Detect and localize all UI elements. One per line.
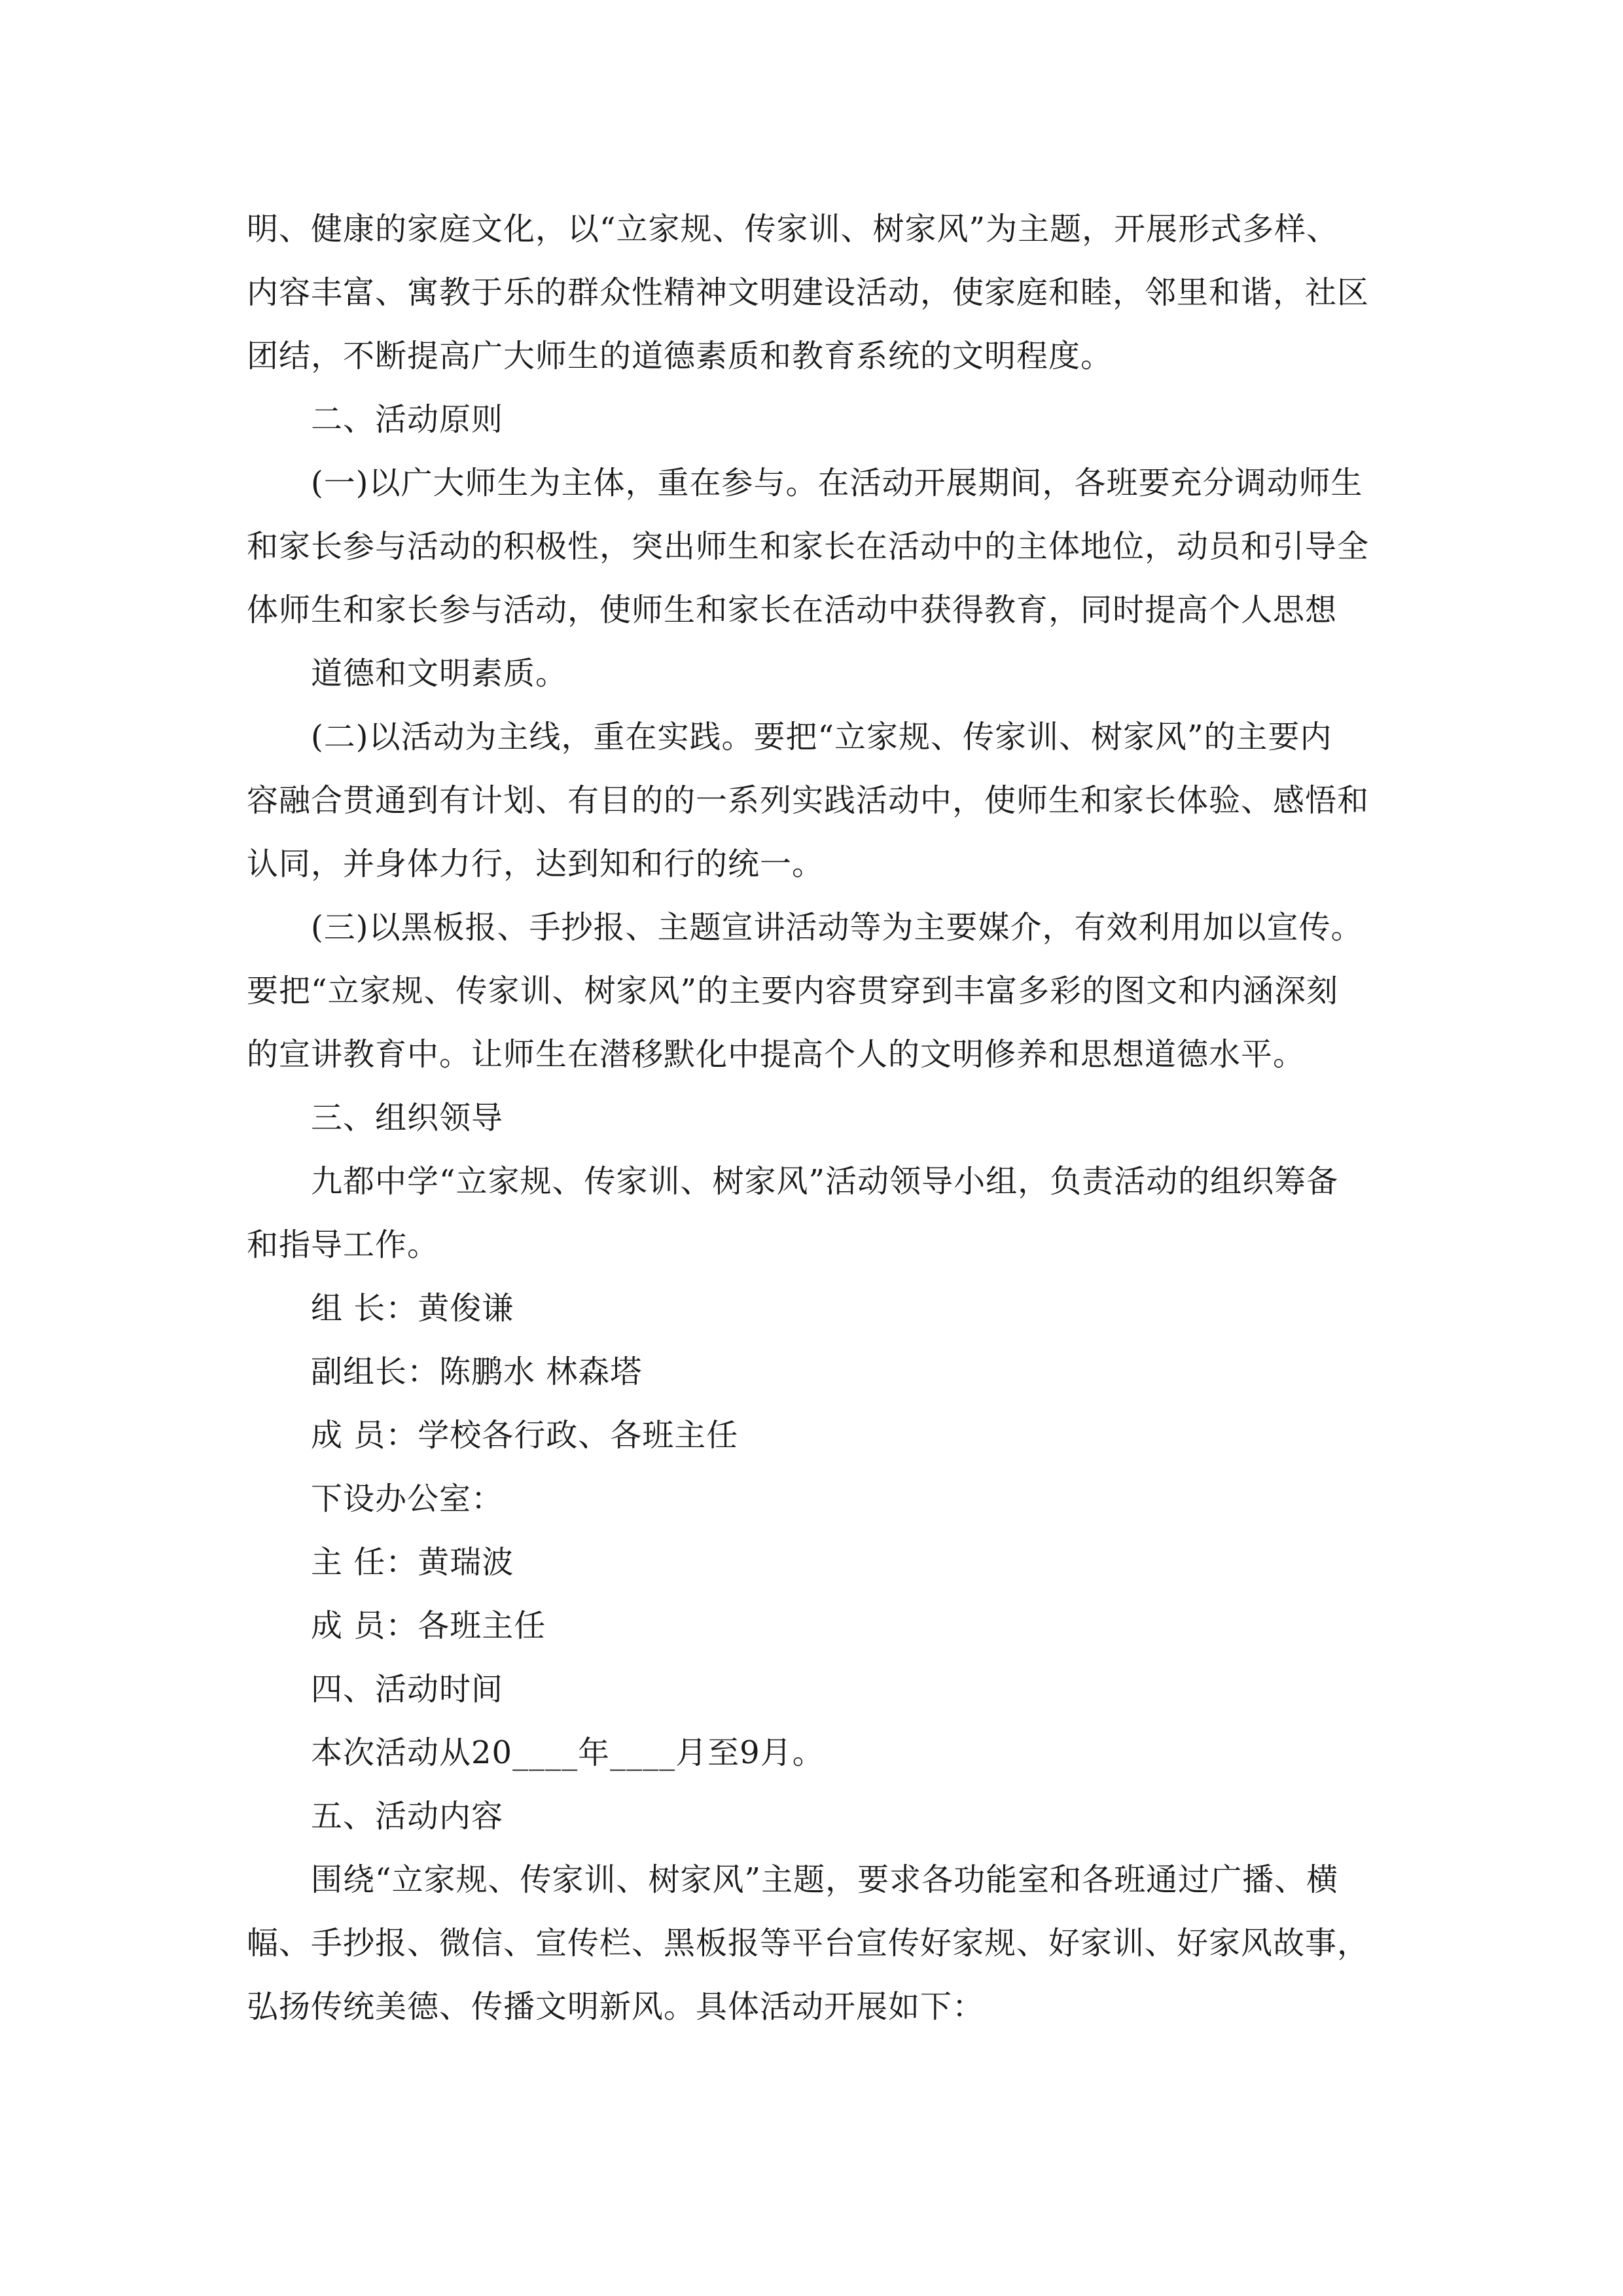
document-line: 体师生和家长参与活动，使师生和家长在活动中获得教育，同时提高个人思想 [247,592,1338,628]
document-line: 组 长：黄俊谦 [311,1290,514,1327]
document-line: 下设办公室： [311,1480,504,1517]
document-line: 成 员：各班主任 [311,1607,546,1644]
document-line: 副组长：陈鹏水 林森塔 [311,1354,643,1390]
document-line: 认同，并身体力行，达到知和行的统一。 [247,846,825,882]
document-line: 主 任：黄瑞波 [311,1544,514,1581]
document-line: 团结，不断提高广大师生的道德素质和教育系统的文明程度。 [247,338,1113,374]
document-line: (二)以活动为主线，重在实践。要把“立家规、传家训、树家风”的主要内 [311,719,1332,755]
document-line: 内容丰富、寓教于乐的群众性精神文明建设活动，使家庭和睦，邻里和谐，社区 [247,274,1370,311]
document-line: 弘扬传统美德、传播文明新风。具体活动开展如下： [247,1988,985,2025]
document-line: 容融合贯通到有计划、有目的的一系列实践活动中，使师生和家长体验、感悟和 [247,782,1370,819]
document-line: 成 员：学校各行政、各班主任 [311,1417,739,1454]
document-line: 二、活动原则 [311,401,504,438]
document-line: 本次活动从20____年____月至9月。 [311,1734,825,1771]
document-body [247,198,1379,2039]
document-line: 五、活动内容 [311,1798,504,1835]
document-line: (三)以黑板报、手抄报、主题宣讲活动等为主要媒介，有效利用加以宣传。 [311,909,1363,946]
document-line: 九都中学“立家规、传家训、树家风”活动领导小组，负责活动的组织筹备 [311,1163,1339,1200]
document-line: 三、组织领导 [311,1100,504,1136]
document-line: 四、活动时间 [311,1671,504,1708]
document-line: 道德和文明素质。 [311,655,568,692]
document-line: 和家长参与活动的积极性，突出师生和家长在活动中的主体地位，动员和引导全 [247,528,1370,565]
document-line: (一)以广大师生为主体，重在参与。在活动开展期间，各班要充分调动师生 [311,465,1363,501]
document-line: 明、健康的家庭文化，以“立家规、传家训、树家风”为主题，开展形式多样、 [247,211,1339,247]
document-line: 围绕“立家规、传家训、树家风”主题，要求各功能室和各班通过广播、横 [311,1861,1339,1898]
document-line: 幅、手抄报、微信、宣传栏、黑板报等平台宣传好家规、好家训、好家风故事， [247,1925,1370,1962]
document-line: 要把“立家规、传家训、树家风”的主要内容贯穿到丰富多彩的图文和内涵深刻 [247,973,1339,1009]
document-line: 和指导工作。 [247,1227,440,1263]
document-line: 的宣讲教育中。让师生在潜移默化中提高个人的文明修养和思想道德水平。 [247,1036,1306,1073]
